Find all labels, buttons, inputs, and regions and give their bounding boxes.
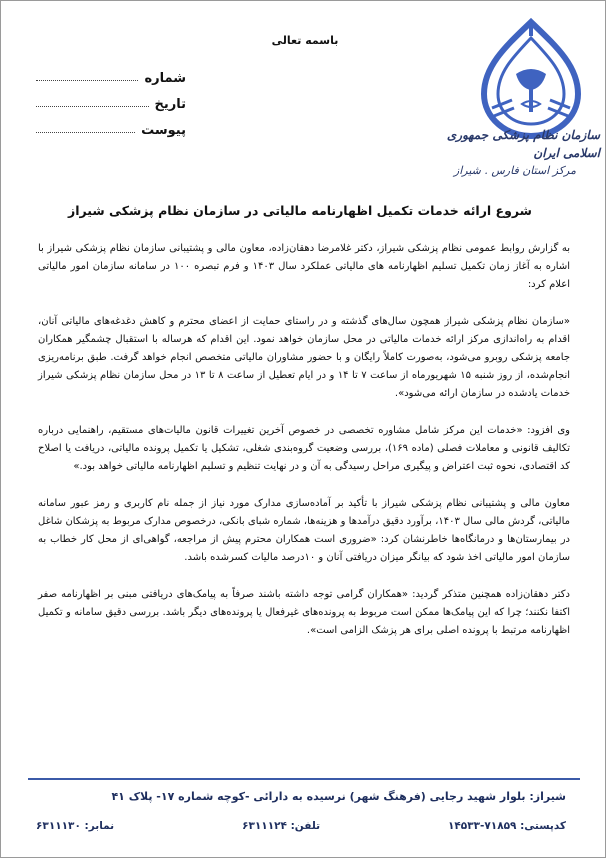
- attachment-label: پیوست: [141, 123, 186, 138]
- attachment-dotted-line: [36, 132, 135, 133]
- number-dotted-line: [36, 80, 138, 81]
- date-dotted-line: [36, 106, 149, 107]
- footer-postal-code: کدپستی: ۷۱۸۵۹-۱۴۵۳۳: [447, 820, 566, 832]
- attachment-field: [36, 112, 186, 138]
- date-field: [36, 86, 186, 112]
- organization-branch: مرکز استان فارس . شیراز: [453, 164, 576, 177]
- organization-title: سازمان نظام پزشکی جمهوری اسلامی ایران: [446, 128, 600, 160]
- basmala: باسمه تعالی: [271, 34, 339, 47]
- letter-footer: [28, 778, 580, 850]
- footer-fax: نمابر: ۶۳۱۱۱۳۰: [36, 820, 115, 832]
- letter-meta-fields: [36, 60, 186, 138]
- date-label: تاریخ: [154, 97, 186, 112]
- footer-contacts: [36, 820, 566, 832]
- footer-address: شیراز: بلوار شهید رجایی (فرهنگ شهر) نرسیده به دارائی -کوچه شماره ۱۷- پلاک ۴۱: [111, 790, 566, 803]
- organization-name: [440, 126, 600, 180]
- footer-phone: تلفن: ۶۳۱۱۱۲۴: [242, 820, 321, 832]
- letter-title: شروع ارائه خدمات تکمیل اظهارنامه مالیاتی در سازمان نظام پزشکی شیراز: [68, 203, 532, 218]
- paragraph: «سازمان نظام پزشکی شیراز همچون سال‌های گذشته و در راستای حمایت از اعضای محترم و کاهش دغدغه‌های مالیاتی آنان، اقدام به راه‌اندازی مرکز ارائه خدمات مالیاتی در محل سازمان خواهد نمود. این اقدام که هرساله با استقبال چشمگیر همکاران جامعه پزشکی روبرو می‌شود، به‌صورت کاملاً رایگان و با حضور مشاوران مالیاتی متخصص انجام خواهد گرفت. طبق برنامه‌ریزی انجام‌شده، از روز شنبه ۱۵ شهریورماه از ساعت ۷ تا ۱۴ و در ایام تعطیل از ساعت ۸ تا ۱۳ در محل سازمان نظام پزشکی شیراز خدمات یادشده در سازمان ارائه می‌شود».: [38, 316, 571, 399]
- letter-body: [38, 240, 570, 659]
- number-field: [36, 60, 186, 86]
- paragraph: معاون مالی و پشتیبانی نظام پزشکی شیراز با تأکید بر آماده‌سازی مدارک مورد نیاز از جمله نام کاربری و رمز عبور سامانه مالیاتی، گردش مالی سال ۱۴۰۳، برآورد دقیق درآمدها و هزینه‌ها، شماره شبای بانکی، درخصوص مدارک مربوط به پزشکان شاغل در بیمارستان‌ها و درمانگاه‌ها خاطرنشان کرد: «ضروری است همکاران محترم پیش از مراجعه، گواهی‌ای از محل کار خطاب به سازمان امور مالیاتی اخذ شود که بیانگر میزان دریافتی آنان و ۱۰درصد مالیات کسرشده باشد.: [38, 498, 570, 563]
- number-label: شماره: [144, 71, 186, 86]
- paragraph: وی افزود: «خدمات این مرکز شامل مشاوره تخصصی در خصوص آخرین تغییرات قانون مالیات‌های مستقیم، راهنمایی درباره تکالیف قانونی و معاملات فصلی (ماده ۱۶۹)، بررسی وضعیت گروه‌بندی شغلی، تشکیل یا تکمیل پرونده مالیاتی، دریافت یا اصلاح کد اقتصادی، نحوه ثبت اعتراض و پیگیری مراحل رسیدگی به آن و در نهایت تنظیم و تسلیم اظهارنامه مالیاتی خواهد بود.»: [38, 425, 570, 472]
- paragraph: به گزارش روابط عمومی نظام پزشکی شیراز، دکتر غلامرضا دهقان‌زاده، معاون مالی و پشتیبانی سازمان نظام پزشکی شیراز با اشاره به آغاز زمان تکمیل تسلیم اظهارنامه های مالیاتی عملکرد سال ۱۴۰۳ و فرم تبصره ۱۰۰ در سامانه سازمان امور مالیاتی اعلام کرد:: [38, 243, 570, 290]
- paragraph: دکتر دهقان‌زاده همچنین متذکر گردید: «همکاران گرامی توجه داشته باشند صرفاً به پیامک‌های دریافتی مبنی بر اظهارنامه صفر اکتفا نکنند؛ چرا که این پیامک‌ها ممکن است مربوط به پرونده‌های غیرفعال یا پرونده‌های دیگر باشد. بررسی دقیق سامانه و تکمیل اظهارنامه مرتبط با پرونده اصلی برای هر پزشک الزامی است».: [38, 589, 570, 636]
